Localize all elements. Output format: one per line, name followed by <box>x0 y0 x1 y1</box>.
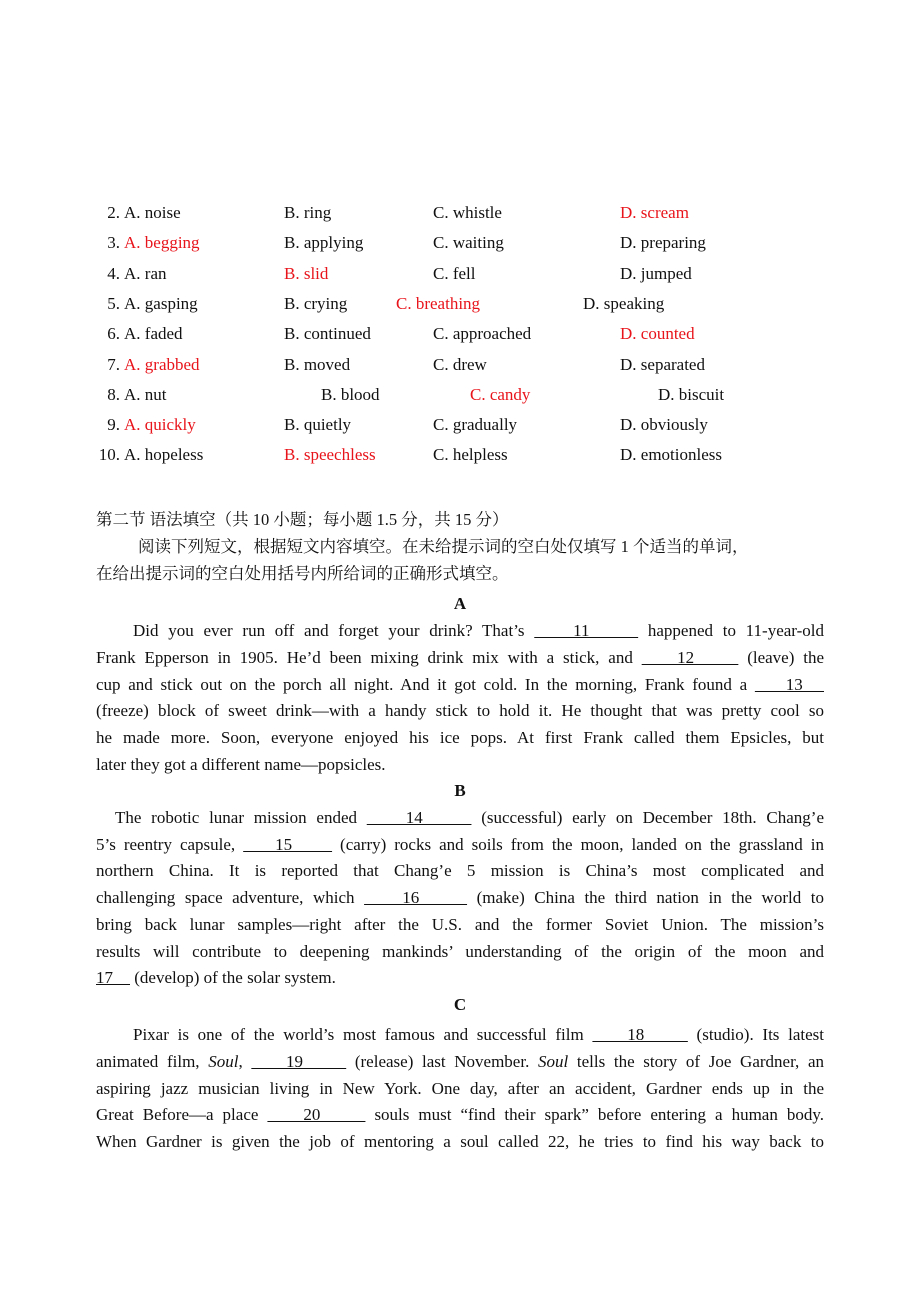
passage-text: Pixar is one of the world’s most famous and successful film <box>133 1025 593 1044</box>
passage-line <box>96 1132 824 1154</box>
correct-option: A. quickly <box>124 415 196 435</box>
option-row <box>0 324 920 346</box>
passage-line <box>96 675 824 697</box>
answer-blank[interactable]: 14 <box>366 808 472 827</box>
option: D. separated <box>620 354 705 374</box>
option: C. whistle <box>433 203 502 222</box>
option: D. biscuit <box>658 384 725 404</box>
passage-text: he made more. Soon, everyone enjoyed his ice pops. At first Frank called them Epsicles, but <box>96 728 824 748</box>
option: A. hopeless <box>124 445 204 465</box>
section-title: 第二节 语法填空（共 10 小题；每小题 1.5 分，共 15 分） <box>96 510 509 529</box>
correct-option: D. scream <box>620 203 689 222</box>
passage-text: , <box>238 1051 252 1071</box>
answer-blank[interactable]: 12 <box>641 647 739 667</box>
option-row <box>0 445 920 467</box>
option-row <box>0 233 920 255</box>
option: B. blood <box>321 384 380 404</box>
passage-text: tells the story of Joe Gardner, an <box>568 1051 825 1071</box>
passage-heading: C <box>453 995 467 1014</box>
passage-text: (carry) rocks and soils from the moon, landed on the grassland in <box>332 834 824 854</box>
passage-text: (successful) early on December 18th. Chang’e <box>471 808 824 827</box>
passage-line <box>96 861 824 883</box>
option: D. jumped <box>620 263 692 283</box>
option: A. faded <box>124 324 183 344</box>
section-instruction-line1: 阅读下列短文，根据短文内容填空。在未给提示词的空白处仅填写 1 个适当的单词， <box>138 537 749 556</box>
passage-line <box>96 1079 824 1101</box>
passage-text: aspiring jazz musician living in New York. One day, after an accident, Gardner ends up in the <box>96 1078 824 1098</box>
passage-text: (release) last November. <box>346 1051 538 1071</box>
section-instruction-line2: 在给出提示词的空白处用括号内所给词的正确形式填空。 <box>96 564 509 583</box>
passage-line <box>96 1105 824 1127</box>
passage-text: Great Before—a place <box>96 1105 268 1125</box>
passage-text: bring back lunar samples—right after the U.S. and the former Soviet Union. The mission’s <box>96 914 824 934</box>
passage-text: later they got a different name—popsicles. <box>96 755 386 774</box>
option-row <box>0 355 920 377</box>
passage-line <box>96 835 824 857</box>
passage-text: souls must “find their spark” before entering a human body. <box>365 1105 824 1125</box>
passage-heading: B <box>454 781 466 800</box>
option: B. moved <box>284 354 351 374</box>
passage-text: (leave) the <box>738 647 824 667</box>
correct-option: C. candy <box>470 384 531 404</box>
film-title: Soul <box>537 1051 569 1071</box>
passage-line <box>133 621 824 643</box>
option: C. fell <box>433 263 476 283</box>
passage-line <box>115 808 824 830</box>
passage-line <box>96 888 824 910</box>
passage-text: (develop) of the solar system. <box>130 968 336 988</box>
option: A. ran <box>124 263 167 283</box>
option-row <box>0 385 920 407</box>
correct-option: C. breathing <box>396 293 481 313</box>
option: D. emotionless <box>620 445 722 465</box>
option: A. nut <box>124 384 167 404</box>
film-title: Soul <box>208 1051 239 1071</box>
option-row <box>0 203 920 225</box>
passage-text: results will contribute to deepening mankinds’ understanding of the origin of the moon and <box>96 941 824 961</box>
passage-line <box>96 942 824 964</box>
passage-line <box>133 1025 824 1047</box>
option: C. helpless <box>433 445 508 465</box>
correct-option: B. speechless <box>284 445 376 465</box>
option: D. speaking <box>583 293 665 313</box>
question-number: 8. <box>107 384 120 404</box>
option: B. quietly <box>284 415 352 435</box>
answer-blank[interactable]: 19 <box>251 1051 347 1071</box>
passage-text: happened to 11-year-old <box>638 621 824 640</box>
passage-text: The robotic lunar mission ended <box>115 808 367 827</box>
option: B. crying <box>284 293 348 313</box>
question-number: 10. <box>98 445 120 465</box>
option: C. approached <box>433 324 532 344</box>
passage-text: 5’s reentry capsule, <box>96 834 244 854</box>
option: C. drew <box>433 354 487 374</box>
question-number: 4. <box>107 263 120 283</box>
passage-text: northern China. It is reported that Chang’e 5 mission is China’s most complicated and <box>96 861 824 881</box>
option: A. noise <box>124 203 181 222</box>
passage-line <box>96 1052 824 1074</box>
answer-blank[interactable]: 11 <box>534 621 639 640</box>
passage-line <box>96 648 824 670</box>
passage-text: (studio). Its latest <box>687 1025 824 1044</box>
passage-text: cup and stick out on the porch all night. And it got cold. In the morning, Frank found a <box>96 674 755 694</box>
answer-blank[interactable]: 20 <box>267 1105 366 1125</box>
answer-blank[interactable]: 15 <box>243 834 333 854</box>
option-row <box>0 264 920 286</box>
passage-line <box>96 755 824 777</box>
option: C. gradually <box>433 415 518 435</box>
question-number: 2. <box>107 203 120 222</box>
passage-text: (freeze) block of sweet drink—with a handy stick to hold it. He thought that was pretty cool so <box>96 701 824 721</box>
passage-text: (make) China the third nation in the world to <box>467 888 824 908</box>
passage-line <box>96 968 824 990</box>
passage-heading: A <box>453 594 467 613</box>
passage-text: challenging space adventure, which <box>96 888 365 908</box>
correct-option: D. counted <box>620 324 695 344</box>
passage-text: Did you ever run off and forget your drink? That’s <box>133 621 535 640</box>
answer-blank[interactable]: 16 <box>364 888 468 908</box>
option-row <box>0 294 920 316</box>
option: B. continued <box>284 324 371 344</box>
correct-option: A. begging <box>124 233 200 253</box>
question-number: 9. <box>107 415 120 435</box>
question-number: 5. <box>107 293 120 313</box>
question-number: 3. <box>107 233 120 253</box>
option: D. obviously <box>620 415 708 435</box>
option: A. gasping <box>124 293 198 313</box>
passage-text: Frank Epperson in 1905. He’d been mixing drink mix with a stick, and <box>96 647 642 667</box>
passage-line <box>96 915 824 937</box>
option: C. waiting <box>433 233 504 253</box>
passage-line <box>96 728 824 750</box>
passage-text: animated film, <box>96 1051 209 1071</box>
answer-blank[interactable]: 17 <box>96 968 130 988</box>
answer-blank[interactable]: 13 <box>754 674 824 694</box>
option: D. preparing <box>620 233 706 253</box>
question-number: 7. <box>107 354 120 374</box>
option-row <box>0 415 920 437</box>
option: B. applying <box>284 233 364 253</box>
passage-line <box>96 701 824 723</box>
passage-text: When Gardner is given the job of mentoring a soul called 22, he tries to find his way back to <box>96 1132 824 1152</box>
option: B. ring <box>284 203 332 222</box>
question-number: 6. <box>107 324 120 344</box>
correct-option: B. slid <box>284 263 329 283</box>
answer-blank[interactable]: 18 <box>592 1025 688 1044</box>
correct-option: A. grabbed <box>124 354 200 374</box>
